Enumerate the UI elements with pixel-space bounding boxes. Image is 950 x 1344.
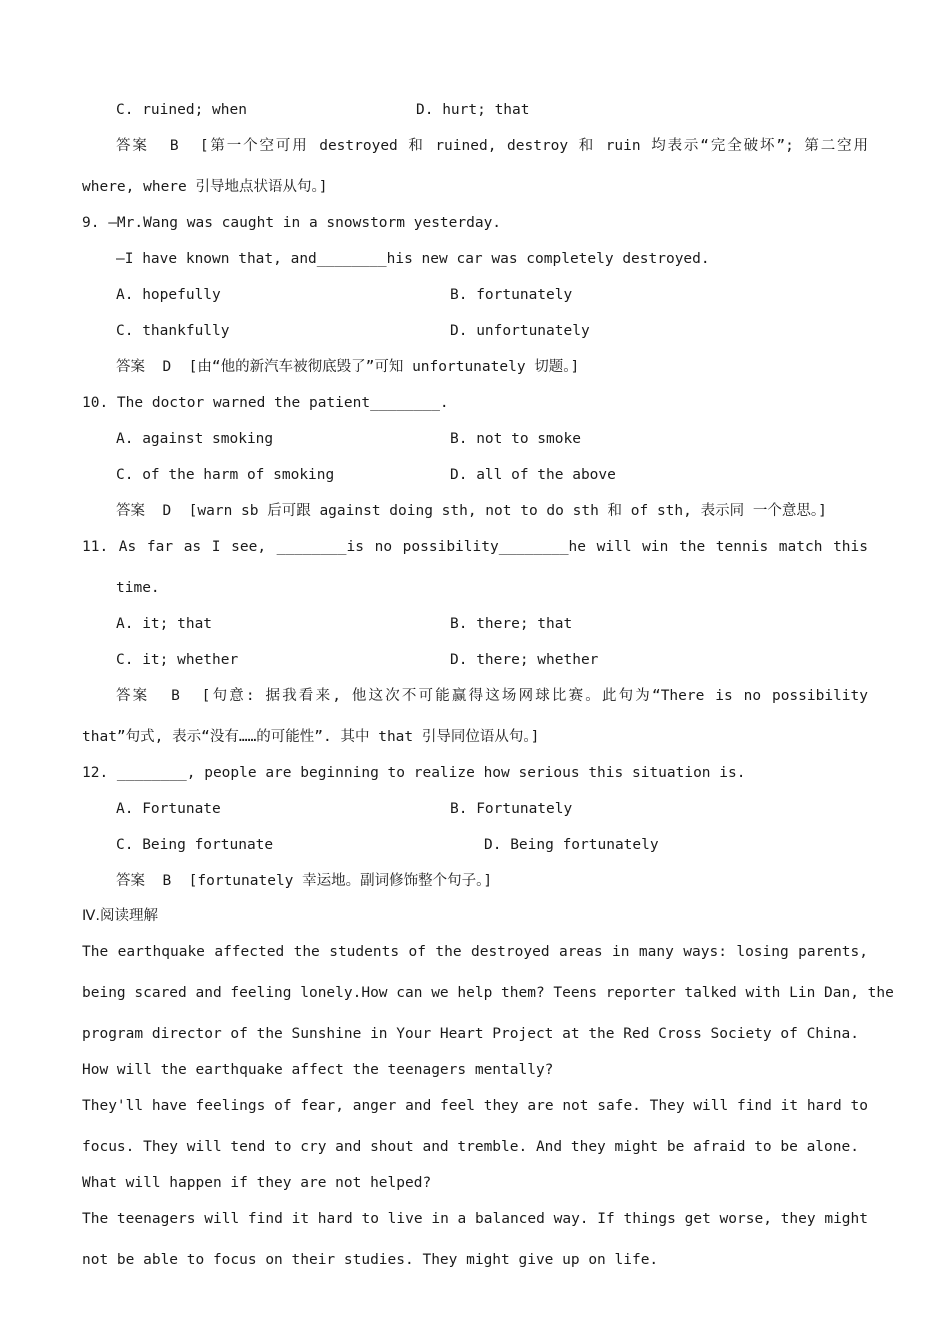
q10-option-a: A. against smoking	[116, 431, 274, 447]
q12-option-c: C. Being fortunate	[116, 837, 274, 853]
q9-option-a: A. hopefully	[116, 287, 221, 303]
q8-option-c: C. ruined; when	[116, 102, 247, 118]
q10-stem: 10. The doctor warned the patient________.	[82, 395, 449, 411]
q10-option-c: C. of the harm of smoking	[116, 467, 335, 483]
q9-reply: —I have known that, and________his new car was completely destroyed.	[116, 251, 710, 267]
q9-option-c: C. thankfully	[116, 323, 230, 339]
section-heading: Ⅳ.阅读理解	[82, 908, 158, 924]
passage-answer-2-line1: The teenagers will find it hard to live in a balanced way. If things get worse, they might	[82, 1211, 868, 1227]
q12-stem: 12. ________, people are beginning to realize how serious this situation is.	[82, 765, 746, 781]
q12-option-a: A. Fortunate	[116, 801, 221, 817]
passage-p1-line1: The earthquake affected the students of the destroyed areas in many ways: losing parents,	[82, 944, 868, 960]
q11-option-a: A. it; that	[116, 616, 213, 632]
q8-option-d: D. hurt; that	[416, 102, 530, 118]
passage-answer-1-line2: focus. They will tend to cry and shout and tremble. And they might be afraid to be alone.	[82, 1139, 859, 1155]
q12-answer: 答案 B [fortunately 幸运地。副词修饰整个句子。]	[116, 873, 493, 889]
q8-answer-line2: where, where 引导地点状语从句。]	[82, 179, 328, 195]
q12-option-d: D. Being fortunately	[484, 837, 659, 853]
q11-stem-line1: 11. As far as I see, ________is no possibility________he will win the tennis match this	[82, 539, 868, 555]
q11-stem-line2: time.	[116, 580, 160, 596]
q9-answer: 答案 D [由“他的新汽车被彻底毁了”可知 unfortunately 切题。]	[116, 359, 580, 375]
q11-option-d: D. there; whether	[450, 652, 599, 668]
passage-answer-1-line1: They'll have feelings of fear, anger and feel they are not safe. They will find it hard to	[82, 1098, 868, 1114]
passage-answer-2-line2: not be able to focus on their studies. They might give up on life.	[82, 1252, 659, 1268]
q11-option-b: B. there; that	[450, 616, 573, 632]
passage-question-2: What will happen if they are not helped?	[82, 1175, 432, 1191]
q11-answer-line2: that”句式, 表示“没有……的可能性”. 其中 that 引导同位语从句。]	[82, 729, 540, 745]
q10-answer: 答案 D [warn sb 后可跟 against doing sth, not to do sth 和 of sth, 表示同 一个意思。]	[116, 503, 827, 519]
passage-p1-line2: being scared and feeling lonely.How can we help them? Teens reporter talked with Lin Dan, the	[82, 985, 894, 1001]
q10-option-b: B. not to smoke	[450, 431, 581, 447]
q10-option-d: D. all of the above	[450, 467, 616, 483]
q9-stem: 9. —Mr.Wang was caught in a snowstorm yesterday.	[82, 215, 502, 231]
q12-option-b: B. Fortunately	[450, 801, 573, 817]
q9-option-d: D. unfortunately	[450, 323, 590, 339]
passage-p1-line3: program director of the Sunshine in Your Heart Project at the Red Cross Society of China.	[82, 1026, 859, 1042]
q11-option-c: C. it; whether	[116, 652, 239, 668]
q11-answer-line1: 答案 B [句意: 据我看来, 他这次不可能赢得这场网球比赛。此句为“There is no possibility	[116, 688, 868, 704]
passage-question-1: How will the earthquake affect the teenagers mentally?	[82, 1062, 554, 1078]
q8-answer-line1: 答案 B [第一个空可用 destroyed 和 ruined, destroy 和 ruin 均表示“完全破坏”; 第二空用	[116, 138, 868, 154]
q9-option-b: B. fortunately	[450, 287, 573, 303]
